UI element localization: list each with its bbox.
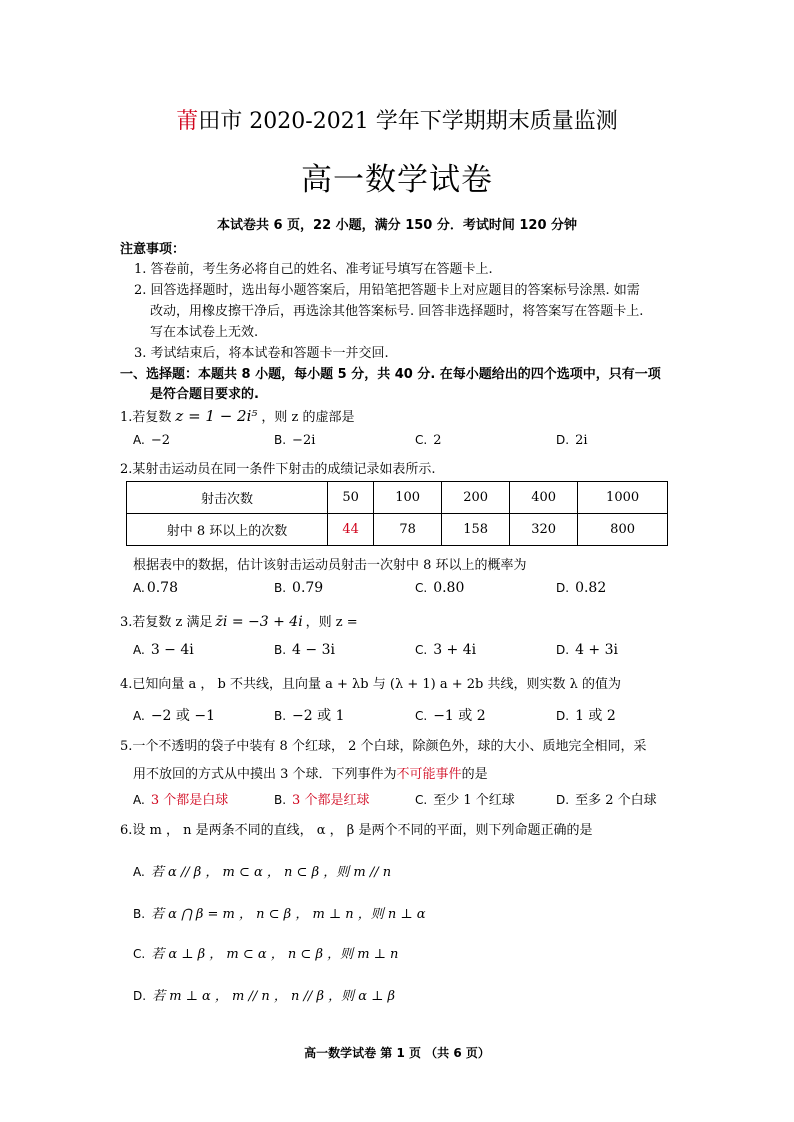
notice-item-2: 2. 回答选择题时，选出每小题答案后，用铅笔把答题卡上对应题目的答案标号涂黑. 如需	[134, 283, 640, 298]
q1-expr: z = 1 − 2i⁵	[175, 407, 258, 425]
q3-option-b: B. 4 − 3i	[274, 642, 335, 658]
title-red-char: 莆	[176, 109, 199, 134]
section1-line2: 是符合题目要求的.	[150, 387, 259, 402]
q4-option-a: A. −2 或 −1	[133, 708, 215, 724]
q4-stem: 4.已知向量 a ， b 不共线，且向量 a + λb 与 (λ + 1) a + 2b 共线，则实数 λ 的值为	[120, 677, 621, 692]
exam-title	[0, 104, 794, 135]
notice-item-1: 1. 答卷前，考生务必将自己的姓名、准考证号填写在答题卡上.	[134, 262, 493, 277]
q5-option-c: C. 至少 1 个红球	[415, 793, 515, 808]
q5-line2: 用不放回的方式从中摸出 3 个球．下列事件为不可能事件的是	[133, 767, 488, 782]
q5-option-a: A. 3 个都是白球	[133, 793, 229, 808]
q6-stem: 6.设 m ， n 是两条不同的直线， α ， β 是两个不同的平面，则下列命题正确的是	[120, 823, 593, 838]
table-cell: 1000	[578, 482, 668, 514]
section1-line1: 一、选择题：本题共 8 小题，每小题 5 分，共 40 分. 在每小题给出的四个选项中，只有一项	[120, 367, 661, 382]
title-rest: 田市 2020-2021 学年下学期期末质量监测	[198, 109, 618, 134]
table-cell: 200	[442, 482, 510, 514]
table-cell: 400	[510, 482, 578, 514]
q1-option-b: B. −2i	[274, 433, 316, 448]
q2-option-d: D. 0.82	[556, 580, 607, 596]
notice-item-3: 3. 考试结束后，将本试卷和答题卡一并交回.	[134, 346, 389, 361]
q4-option-b: B. −2 或 1	[274, 708, 345, 724]
q6-option-b: B. 若 α ⋂ β = m ， n ⊂ β ， m ⊥ n ，则 n ⊥ α	[133, 907, 426, 922]
exam-info: 本试卷共 6 页，22 小题，满分 150 分．考试时间 120 分钟	[216, 218, 578, 233]
table-cell: 800	[578, 514, 668, 546]
table-cell: 320	[510, 514, 578, 546]
q5-option-b: B. 3 个都是红球	[274, 793, 370, 808]
page-footer: 高一数学试卷 第 1 页 （共 6 页）	[304, 1046, 490, 1060]
q6-option-d: D. 若 m ⊥ α ， m // n ， n // β ，则 α ⊥ β	[133, 989, 396, 1004]
exam-subtitle: 高一数学试卷	[301, 162, 493, 198]
q2-stem: 2.某射击运动员在同一条件下射击的成绩记录如表所示.	[120, 462, 436, 477]
q6-option-a: A. 若 α // β ， m ⊂ α ， n ⊂ β ，则 m // n	[133, 865, 392, 880]
q2-option-b: B. 0.79	[274, 580, 324, 596]
notice-heading: 注意事项：	[120, 242, 186, 257]
table-cell: 射中 8 环以上的次数	[127, 514, 328, 546]
table-cell: 158	[442, 514, 510, 546]
table-cell: 78	[374, 514, 442, 546]
q3-option-d: D. 4 + 3i	[556, 642, 618, 658]
table-cell: 100	[374, 482, 442, 514]
q5-line1: 5.一个不透明的袋子中装有 8 个红球， 2 个白球，除颜色外，球的大小、质地完全相同，采	[120, 739, 647, 754]
table-row	[127, 514, 668, 546]
q4-option-c: C. −1 或 2	[415, 708, 486, 724]
q1-option-a: A. −2	[133, 433, 170, 448]
q2-followup: 根据表中的数据，估计该射击运动员射击一次射中 8 环以上的概率为	[133, 558, 527, 573]
table-cell: 50	[328, 482, 374, 514]
q2-option-a: A. 0.78	[133, 580, 178, 596]
notice-item-2-cont2: 写在本试卷上无效.	[150, 325, 259, 340]
q2-option-c: C. 0.80	[415, 580, 465, 596]
q5-option-d: D. 至多 2 个白球	[556, 793, 657, 808]
notice-item-2-cont: 改动，用橡皮擦干净后，再选涂其他答案标号. 回答非选择题时，将答案写在答题卡上.	[150, 304, 644, 319]
score-table	[126, 481, 668, 546]
table-row	[127, 482, 668, 514]
table-cell-highlight: 44	[328, 514, 374, 546]
q1-option-c: C. 2	[415, 433, 442, 448]
q1-stem	[120, 406, 355, 425]
q5-highlight: 不可能事件	[396, 767, 462, 782]
q3-option-a: A. 3 − 4i	[133, 642, 194, 658]
q3-stem: 3.若复数 z 满足 z̄i = −3 + 4i ，则 z =	[120, 614, 358, 630]
q3-expr: z̄i = −3 + 4i	[215, 614, 303, 630]
q4-option-d: D. 1 或 2	[556, 708, 616, 724]
q1-post: ，则 z 的虚部是	[261, 410, 355, 425]
q1-option-d: D. 2i	[556, 433, 588, 448]
q1-pre: 1.若复数	[120, 410, 172, 425]
q6-option-c: C. 若 α ⊥ β ， m ⊂ α ， n ⊂ β ，则 m ⊥ n	[133, 947, 399, 962]
table-cell: 射击次数	[127, 482, 328, 514]
q3-option-c: C. 3 + 4i	[415, 642, 477, 658]
